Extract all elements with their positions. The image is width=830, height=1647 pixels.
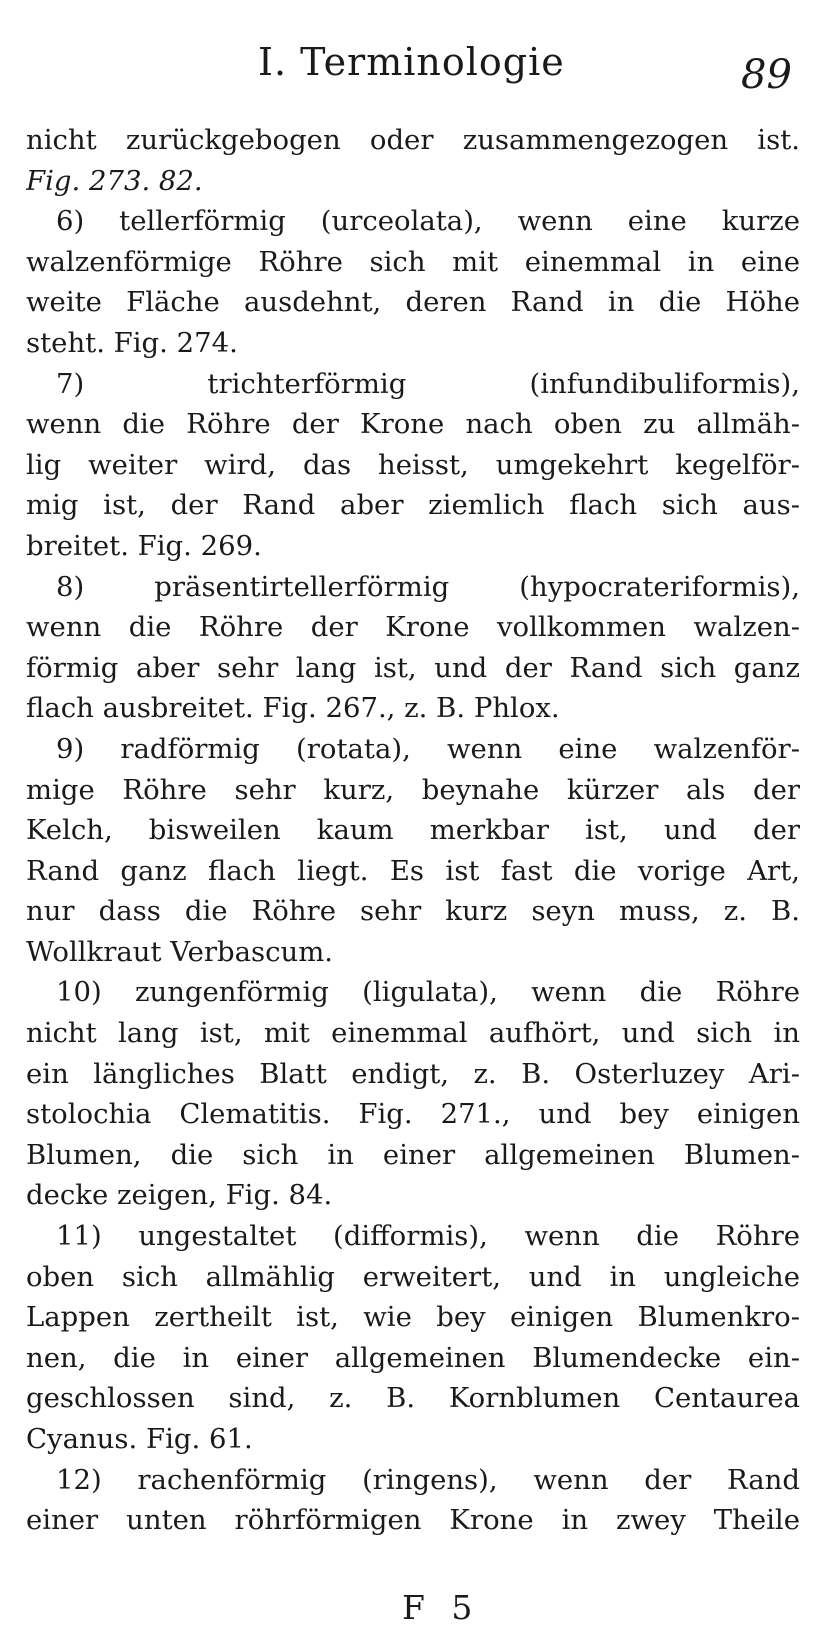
- text-line: Blumen, die sich in einer allgemeinen Blumen-: [26, 1138, 800, 1171]
- text-line: Lappen zertheilt ist, wie bey einigen Blumenkro-: [26, 1301, 800, 1334]
- text-line: flach ausbreitet. Fig. 267., z. B. Phlox.: [26, 692, 560, 725]
- text-line: breitet. Fig. 269.: [26, 529, 262, 562]
- text-line: 12) rachenförmig (ringens), wenn der Rand: [56, 1463, 800, 1496]
- text-line: wenn die Röhre der Krone nach oben zu allmäh-: [26, 408, 800, 441]
- running-title: I. Terminologie: [258, 40, 565, 84]
- signature-mark: F 5: [402, 1588, 481, 1627]
- text-line: wenn die Röhre der Krone vollkommen walzen-: [26, 611, 800, 644]
- text-line: weite Fläche ausdehnt, deren Rand in die Höhe: [26, 286, 800, 319]
- text-line: 7) trichterförmig (infundibuliformis),: [56, 367, 800, 400]
- text-line: 10) zungenförmig (ligulata), wenn die Röhre: [56, 976, 800, 1009]
- text-line: stolochia Clematitis. Fig. 271., und bey einigen: [26, 1098, 800, 1131]
- page-number: 89: [741, 52, 792, 98]
- text-line: mig ist, der Rand aber ziemlich flach sich aus-: [26, 489, 800, 522]
- text-line: Kelch, bisweilen kaum merkbar ist, und der: [26, 814, 800, 847]
- text-line: steht. Fig. 274.: [26, 326, 238, 359]
- text-line: 11) ungestaltet (difformis), wenn die Röhre: [56, 1220, 800, 1253]
- text-line: mige Röhre sehr kurz, beynahe kürzer als der: [26, 773, 800, 806]
- running-header: [0, 40, 830, 100]
- text-line: oben sich allmählig erweitert, und in ungleiche: [26, 1260, 800, 1293]
- text-line: walzenförmige Röhre sich mit einemmal in eine: [26, 245, 800, 278]
- text-line: Rand ganz flach liegt. Es ist fast die vorige Art,: [26, 854, 800, 887]
- text-line: Fig. 273. 82.: [26, 164, 203, 197]
- text-line: Cyanus. Fig. 61.: [26, 1423, 253, 1455]
- text-line: 6) tellerförmig (urceolata), wenn eine kurze: [56, 205, 800, 238]
- text-line: einer unten röhrförmigen Krone in zwey Theile: [26, 1504, 800, 1537]
- text-line: decke zeigen, Fig. 84.: [26, 1179, 333, 1212]
- text-line: ein längliches Blatt endigt, z. B. Osterluzey Ari-: [26, 1057, 800, 1090]
- text-line: 8) präsentirtellerförmig (hypocrateriformis),: [56, 570, 800, 603]
- text-line: nur dass die Röhre sehr kurz seyn muss, z. B.: [26, 895, 800, 928]
- text-line: 9) radförmig (rotata), wenn eine walzenför-: [56, 732, 800, 765]
- body-text: [26, 120, 800, 1541]
- text-line: lig weiter wird, das heisst, umgekehrt kegelför-: [26, 448, 800, 481]
- text-line: förmig aber sehr lang ist, und der Rand sich ganz: [26, 651, 800, 684]
- text-line: nicht lang ist, mit einemmal aufhört, und sich in: [26, 1017, 800, 1050]
- text-line: geschlossen sind, z. B. Kornblumen Centaurea: [26, 1382, 800, 1415]
- text-line: nen, die in einer allgemeinen Blumendecke ein-: [26, 1341, 800, 1374]
- text-line: nicht zurückgebogen oder zusammengezogen ist.: [26, 124, 800, 156]
- text-line: Wollkraut Verbascum.: [26, 935, 334, 968]
